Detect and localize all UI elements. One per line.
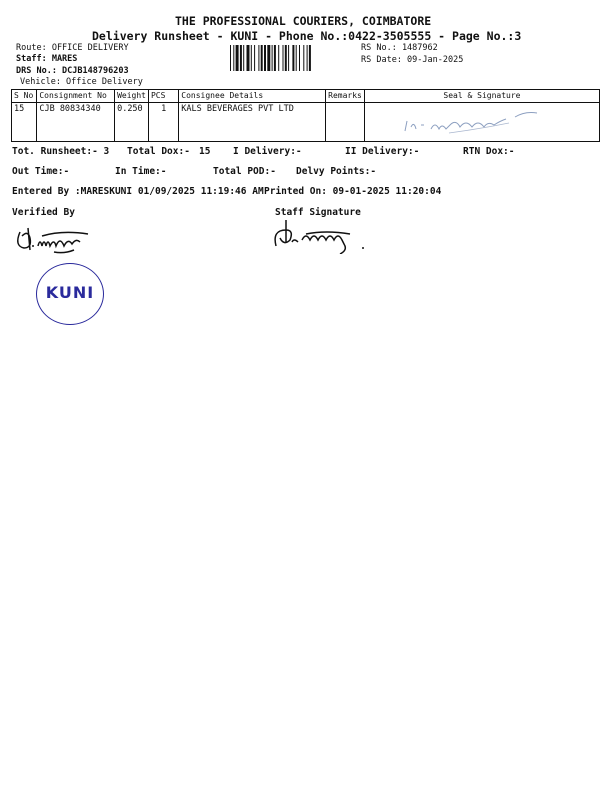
rs-date: RS Date: 09-Jan-2025 <box>361 55 464 65</box>
col-pcs: PCS <box>148 90 178 103</box>
recipient-signature-image <box>365 103 600 139</box>
delvy-points-label: Delvy Points:- <box>296 166 377 177</box>
staff-label: Staff: MARES <box>16 54 78 64</box>
col-remarks: Remarks <box>326 90 365 103</box>
tot-runsheet: Tot. Runsheet:- 3 <box>12 146 110 157</box>
rs-number: RS No.: 1487962 <box>361 43 438 53</box>
runsheet-table <box>11 89 600 142</box>
route-label: Route: OFFICE DELIVERY <box>16 43 129 53</box>
staff-signature-image <box>266 218 376 254</box>
col-weight: Weight <box>115 90 149 103</box>
cell-consignee: KALS BEVERAGES PVT LTD <box>179 103 326 142</box>
out-time-label: Out Time:- <box>12 166 70 177</box>
runsheet-subtitle: Delivery Runsheet - KUNI - Phone No.:0422-3505555 - Page No.:3 <box>92 29 522 43</box>
col-sno: S No <box>12 90 37 103</box>
staff-signature-label: Staff Signature <box>275 207 361 218</box>
col-consignee: Consignee Details <box>179 90 326 103</box>
cell-sno: 15 <box>12 103 37 142</box>
verified-by-label: Verified By <box>12 207 75 218</box>
office-stamp <box>36 263 104 325</box>
entered-by: Entered By :MARESKUNI 01/09/2025 11:19:46 AM <box>12 186 264 197</box>
total-dox-value: 15 <box>199 146 211 157</box>
barcode-image <box>230 45 354 71</box>
table-row <box>12 103 600 142</box>
total-pod-label: Total POD:- <box>213 166 276 177</box>
printed-on: Printed On: 09-01-2025 11:20:04 <box>264 186 442 197</box>
ii-delivery-label: II Delivery:- <box>345 146 420 157</box>
rtn-dox-label: RTN Dox:- <box>463 146 515 157</box>
table-header-row <box>12 90 600 103</box>
col-seal-signature: Seal & Signature <box>364 90 599 103</box>
stamp-text: KUNI <box>45 283 95 302</box>
cell-consignment: CJB 80834340 <box>37 103 115 142</box>
cell-weight: 0.250 <box>115 103 149 142</box>
company-title: THE PROFESSIONAL COURIERS, COIMBATORE <box>175 14 432 28</box>
verifier-signature-image <box>14 224 94 256</box>
vehicle-label: Vehicle: Office Delivery <box>20 77 143 87</box>
total-dox-label: Total Dox:- <box>127 146 190 157</box>
cell-remarks <box>326 103 365 142</box>
cell-seal-signature <box>364 103 599 142</box>
in-time-label: In Time:- <box>115 166 167 177</box>
i-delivery-label: I Delivery:- <box>233 146 302 157</box>
drs-number: DRS No.: DCJB148796203 <box>16 66 129 76</box>
cell-pcs: 1 <box>148 103 178 142</box>
col-consignment: Consignment No <box>37 90 115 103</box>
